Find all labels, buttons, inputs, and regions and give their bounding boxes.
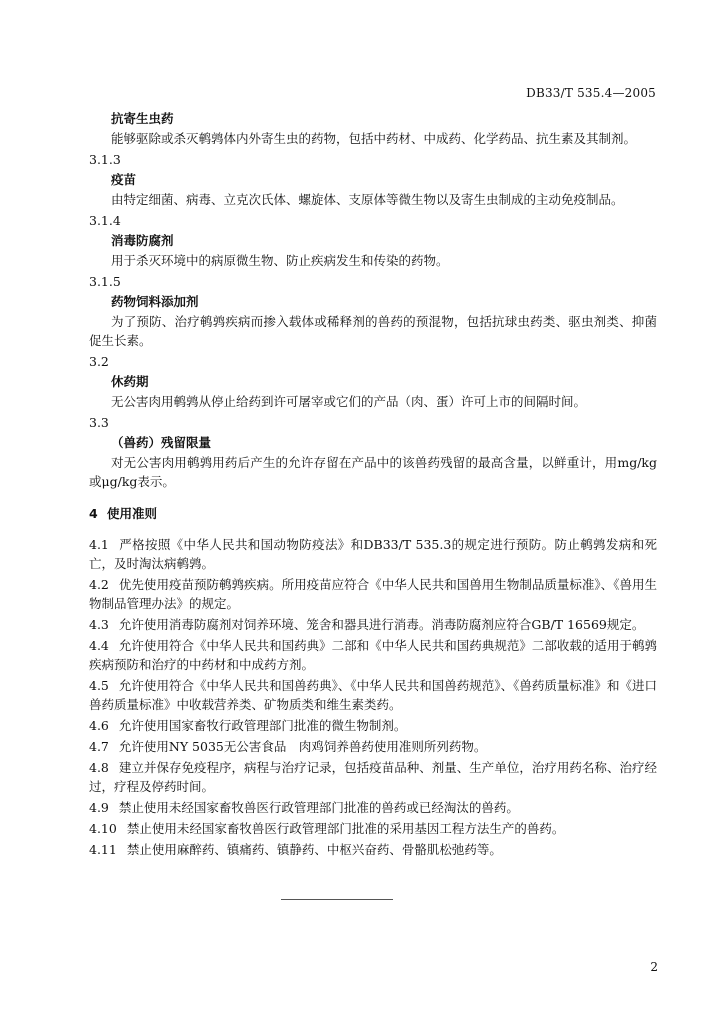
rule-item xyxy=(89,819,657,838)
rule-item xyxy=(89,636,657,674)
term-number: 3.1.5 xyxy=(89,274,121,289)
rule-item xyxy=(89,758,657,796)
term-definition: 用于杀灭环境中的病原微生物、防止疾病发生和传染的药物。 xyxy=(111,253,449,268)
rule-text: 建立并保存免疫程序，病程与治疗记录，包括疫苗品种、剂量、生产单位，治疗用药名称、治疗经过，疗程及停药时间。 xyxy=(89,760,657,794)
rule-text: 允许使用符合《中华人民共和国兽药典》、《中华人民共和国兽药规范》、《兽药质量标准》和《进口兽药质量标准》中收载营养类、矿物质类和维生素类药。 xyxy=(89,678,657,712)
term-number: 3.2 xyxy=(89,354,109,369)
term-title: （兽药）残留限量 xyxy=(111,435,212,450)
rule-item xyxy=(89,840,657,859)
rule-item xyxy=(89,615,657,634)
rule-item xyxy=(89,737,657,756)
rule-text: 允许使用国家畜牧行政管理部门批准的微生物制剂。 xyxy=(118,718,407,733)
term-item xyxy=(89,211,657,270)
page-content xyxy=(89,108,657,861)
term-definition: 对无公害肉用鹌鹑用药后产生的允许存留在产品中的该兽药残留的最高含量，以鲜重计，用mg/kg或μg/kg表示。 xyxy=(89,455,657,489)
term-number: 3.1.4 xyxy=(89,213,121,228)
rule-text: 禁止使用麻醉药、镇痛药、镇静药、中枢兴奋药、骨骼肌松弛药等。 xyxy=(126,842,502,857)
rule-text: 允许使用NY 5035无公害食品 肉鸡饲养兽药使用准则所列药物。 xyxy=(118,739,487,754)
rule-number: 4.3 xyxy=(89,617,109,632)
term-definition: 为了预防、治疗鹌鹑疾病而掺入载体或稀释剂的兽药的预混物，包括抗球虫药类、驱虫剂类、抑菌促生长素。 xyxy=(89,314,657,348)
term-item xyxy=(89,272,657,350)
rule-number: 4.4 xyxy=(89,638,109,653)
term-item xyxy=(89,413,657,491)
rule-text: 优先使用疫苗预防鹌鹑疾病。所用疫苗应符合《中华人民共和国兽用生物制品质量标准》、《兽用生物制品管理办法》的规定。 xyxy=(89,577,657,611)
term-title: 药物饲料添加剂 xyxy=(111,294,199,309)
term-definition: 无公害肉用鹌鹑从停止给药到许可屠宰或它们的产品（肉、蛋）许可上市的间隔时间。 xyxy=(111,394,587,409)
standard-code: DB33/T 535.4—2005 xyxy=(526,86,656,100)
rule-item xyxy=(89,676,657,714)
rule-number: 4.5 xyxy=(89,678,109,693)
rule-number: 4.6 xyxy=(89,718,109,733)
rule-number: 4.2 xyxy=(89,577,109,592)
term-definition: 能够驱除或杀灭鹌鹑体内外寄生虫的药物，包括中药材、中成药、化学药品、抗生素及其制剂。 xyxy=(111,131,637,146)
rule-number: 4.10 xyxy=(89,821,117,836)
term-title: 消毒防腐剂 xyxy=(111,233,174,248)
rule-number: 4.9 xyxy=(89,800,109,815)
rule-number: 4.1 xyxy=(89,537,109,552)
term-title: 疫苗 xyxy=(111,172,137,187)
term-number: 3.3 xyxy=(89,415,109,430)
rule-item xyxy=(89,798,657,817)
term-item xyxy=(89,150,657,209)
term-title: 抗寄生虫药 xyxy=(111,111,174,126)
rule-number: 4.8 xyxy=(89,760,109,775)
rule-text: 禁止使用未经国家畜牧兽医行政管理部门批准的采用基因工程方法生产的兽药。 xyxy=(126,821,565,836)
rules-list xyxy=(89,535,657,859)
rule-text: 允许使用符合《中华人民共和国药典》二部和《中华人民共和国药典规范》二部收载的适用于鹌鹑疾病预防和治疗的中药材和中成药方剂。 xyxy=(89,638,657,672)
section-number: 4 xyxy=(89,506,98,521)
rule-item xyxy=(89,535,657,573)
section-heading xyxy=(89,504,657,523)
term-definition: 由特定细菌、病毒、立克次氏体、螺旋体、支原体等微生物以及寄生虫制成的主动免疫制品。 xyxy=(111,192,624,207)
rule-item xyxy=(89,575,657,613)
term-item xyxy=(89,108,657,148)
rule-number: 4.11 xyxy=(89,842,117,857)
term-title: 休药期 xyxy=(111,374,149,389)
term-number: 3.1.3 xyxy=(89,152,121,167)
term-item xyxy=(89,352,657,411)
section-title: 使用准则 xyxy=(107,506,158,521)
rule-item xyxy=(89,716,657,735)
rule-text: 禁止使用未经国家畜牧兽医行政管理部门批准的兽药或已经淘汰的兽药。 xyxy=(118,800,519,815)
end-divider xyxy=(281,899,393,900)
page-number: 2 xyxy=(650,960,658,974)
rule-text: 允许使用消毒防腐剂对饲养环境、笼舍和器具进行消毒。消毒防腐剂应符合GB/T 16569规定。 xyxy=(118,617,645,632)
rule-number: 4.7 xyxy=(89,739,109,754)
rule-text: 严格按照《中华人民共和国动物防疫法》和DB33/T 535.3的规定进行预防。防止鹌鹑发病和死亡，及时淘汰病鹌鹑。 xyxy=(89,537,657,571)
